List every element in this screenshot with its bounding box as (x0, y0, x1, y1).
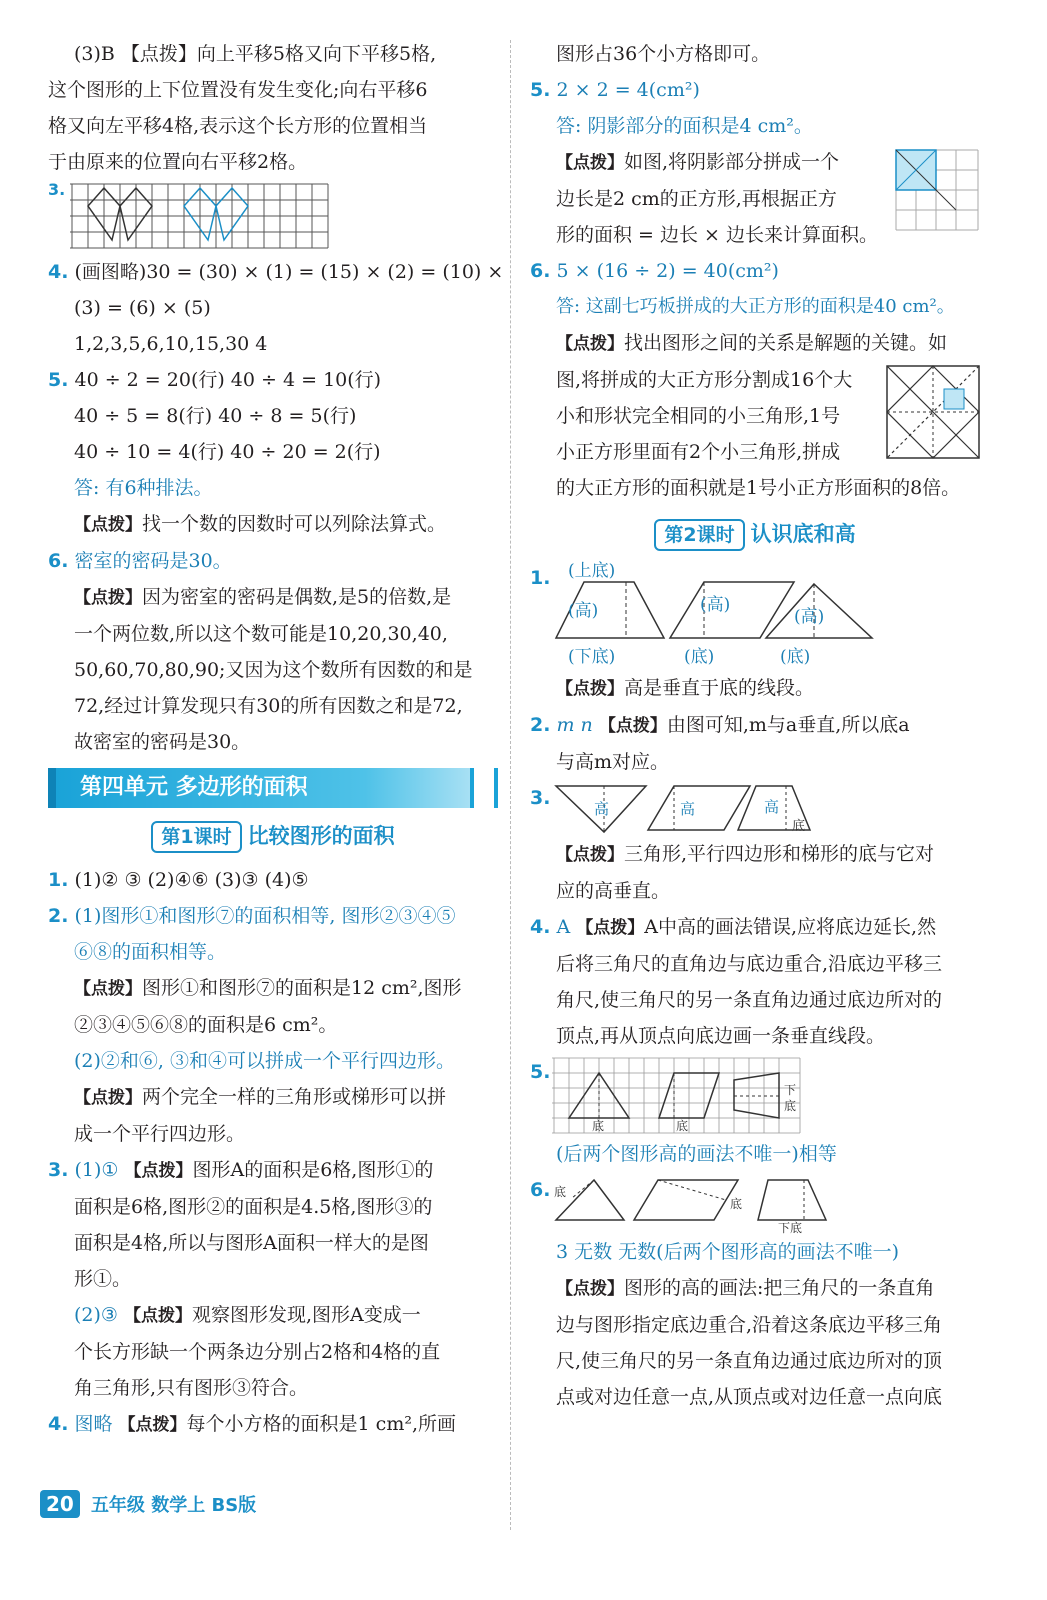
shape-label: 高 (680, 800, 696, 818)
question-number: 4. (530, 916, 551, 938)
tip-line: 点或对边任意一点,从顶点或对边任意一点向底 (556, 1386, 943, 1408)
shapes-heights-row (554, 782, 854, 838)
shapes-bases-figure (554, 1174, 854, 1234)
answer-text: A (556, 916, 577, 938)
shape-label: 下 (784, 1083, 797, 1097)
answer-line: 格又向左平移4格,表示这个长方形的位置相当 (48, 115, 428, 137)
tip-line: 成一个平行四边形。 (74, 1123, 246, 1145)
tip-text: 三角形,平行四边形和梯形的底与它对 (624, 843, 935, 865)
answer-text: 5 × (16 ÷ 2) = 40(cm²) (556, 260, 779, 282)
shape-label: (高) (568, 601, 599, 621)
answer-line (48, 862, 498, 898)
tip-line: 故密室的密码是30。 (74, 731, 251, 753)
tip-label: 【点拨】 (576, 918, 645, 938)
answer-text: (1)图形①和图形⑦的面积相等, 图形②③④⑤ (74, 905, 456, 927)
question-number: 3. (48, 1159, 69, 1181)
tip-line (530, 670, 980, 707)
answer-line: ⑥⑧的面积相等。 (74, 941, 227, 963)
answer-line (530, 707, 980, 744)
shape-label: 底 (784, 1099, 797, 1113)
shape-label: 高 (594, 800, 610, 818)
lesson-tag: 第1课时 (151, 821, 241, 853)
book-title: 五年级 数学上 BS版 (90, 1495, 257, 1516)
lesson-title: 比较图形的面积 (247, 824, 395, 848)
tip-line: 角尺,使三角尺的另一条直角边通过底边所对的 (556, 989, 943, 1011)
lesson-header (530, 516, 980, 552)
tip-label: 【点拨】 (598, 716, 667, 736)
shape-label: 底 (676, 1119, 689, 1133)
answer-line (48, 254, 504, 290)
tip-text: 找一个数的因数时可以列除法算式。 (142, 513, 447, 535)
answer-line: (3)B 【点拨】向上平移5格又向下平移5格, (74, 43, 437, 65)
answer-text: 密室的密码是30。 (74, 550, 232, 572)
tip-line (530, 836, 980, 873)
shape-label: (下底) (568, 647, 616, 667)
tip-line: 应的高垂直。 (556, 880, 671, 902)
tip-label: 【点拨】 (118, 1415, 187, 1435)
shapes-with-heights (554, 560, 974, 670)
tip-label: 【点拨】 (124, 1306, 192, 1326)
answer-text: (1)② ③ (2)④⑥ (3)③ (4)⑤ (74, 869, 309, 891)
answer-line: (后两个图形高的画法不唯一)相等 (556, 1143, 837, 1165)
answer-line (48, 898, 498, 934)
unit-banner (48, 768, 498, 808)
shape-label: 底 (554, 1185, 567, 1199)
tip-text: A中高的画法错误,应将底边延长,然 (644, 916, 937, 938)
answer-line: 答: 有6种排法。 (74, 477, 213, 499)
tip-line: 小和形状完全相同的小三角形,1号 (556, 405, 841, 427)
question-number: 1. (530, 567, 551, 589)
answer-text: 图略 (74, 1413, 119, 1435)
answer-line (530, 253, 980, 289)
tip-line: 50,60,70,80,90;又因为这个数所有因数的和是 (74, 659, 473, 681)
shape-label: (高) (794, 607, 825, 627)
answer-line (48, 362, 498, 398)
shape-label: 底 (792, 819, 806, 834)
shape-label: 底 (730, 1197, 743, 1211)
tip-line (530, 1270, 980, 1307)
tip-line: 顶点,再从顶点向底边画一条垂直线段。 (556, 1025, 886, 1047)
tip-line (48, 579, 498, 616)
tip-line: 尺,使三角尺的另一条直角边通过底边所对的顶 (556, 1350, 943, 1372)
answer-text: m n (556, 714, 599, 736)
shape-label: 下底 (778, 1221, 803, 1234)
tip-label: 【点拨】 (556, 679, 624, 699)
question-number: 6. (48, 550, 69, 572)
tip-text: 两个完全一样的三角形或梯形可以拼 (142, 1086, 447, 1108)
banner-decoration (470, 768, 498, 808)
answer-line (48, 1152, 498, 1189)
tip-line: 一个两位数,所以这个数可能是10,20,30,40, (74, 623, 448, 645)
shape-label: 底 (592, 1119, 605, 1133)
page-footer (40, 1490, 256, 1530)
question-number: 5. (48, 369, 69, 391)
shape-label: (底) (684, 647, 715, 667)
answer-line: 1,2,3,5,6,10,15,30 4 (74, 333, 268, 355)
answer-line (48, 1297, 498, 1334)
page-number: 20 (40, 1490, 80, 1518)
tip-line: 的大正方形的面积就是1号小正方形面积的8倍。 (556, 477, 961, 499)
question-number: 6. (530, 260, 551, 282)
tip-text: 每个小方格的面积是1 cm²,所画 (186, 1413, 456, 1435)
answer-line (530, 909, 980, 946)
question-number: 4. (48, 261, 69, 283)
shape-label: 高 (764, 798, 780, 816)
answer-line: (3) = (6) × (5) (74, 297, 211, 319)
question-number: 3. (530, 787, 551, 809)
b5-figure (530, 1054, 980, 1136)
r6-tip-block (530, 325, 980, 506)
tip-line: 72,经过计算发现只有30的所有因数之和是72, (74, 695, 463, 717)
answer-line: 于由原来的位置向右平移2格。 (48, 151, 308, 173)
tip-line: 面积是4格,所以与图形A面积一样大的是图 (74, 1232, 429, 1254)
question-number: 5. (530, 1061, 551, 1083)
tip-label: 【点拨】 (74, 588, 142, 608)
tangram-figure (884, 363, 982, 461)
question-number: 5. (530, 79, 551, 101)
tip-line: 形的面积 = 边长 × 边长来计算面积。 (556, 224, 878, 246)
tip-label: 【点拨】 (556, 845, 624, 865)
tip-line: 与高m对应。 (556, 751, 670, 773)
tip-line: 图,将拼成的大正方形分割成16个大 (556, 369, 853, 391)
answer-line (48, 543, 498, 579)
answer-line: 答: 这副七巧板拼成的大正方形的面积是40 cm²。 (556, 296, 955, 317)
question-number: 2. (530, 714, 551, 736)
lesson-header (48, 818, 498, 854)
tip-line: 边长是2 cm的正方形,再根据正方 (556, 188, 837, 210)
shape-label: (上底) (568, 561, 616, 581)
tip-text: 高是垂直于底的线段。 (624, 677, 815, 699)
answer-line: 答: 阴影部分的面积是4 cm²。 (556, 115, 813, 137)
tip-label: 【点拨】 (74, 979, 142, 999)
grid-shapes-figure (552, 1056, 802, 1136)
answer-line: 40 ÷ 10 = 4(行) 40 ÷ 20 = 2(行) (74, 441, 381, 463)
unit-title: 第四单元 多边形的面积 (80, 775, 308, 800)
tip-label: 【点拨】 (74, 515, 142, 535)
left-column (48, 36, 504, 1443)
answer-line: 3 无数 无数(后两个图形高的画法不唯一) (556, 1241, 899, 1263)
tip-label: 【点拨】 (74, 1088, 142, 1108)
answer-line: (2)②和⑥, ③和④可以拼成一个平行四边形。 (74, 1050, 455, 1072)
tip-line: ②③④⑤⑥⑧的面积是6 cm²。 (74, 1014, 338, 1036)
tip-line (48, 970, 498, 1007)
tip-label: 【点拨】 (124, 1161, 193, 1181)
question-number: 1. (48, 869, 69, 891)
b3-figure (530, 780, 980, 836)
answer-line (48, 1406, 498, 1443)
answer-text: 2 × 2 = 4(cm²) (556, 79, 700, 101)
answer-text: (2)③ (74, 1304, 124, 1326)
shape-label: (高) (700, 595, 731, 615)
answer-text: 40 ÷ 2 = 20(行) 40 ÷ 4 = 10(行) (74, 369, 382, 391)
right-column (530, 36, 980, 1415)
shape-label: (底) (780, 647, 811, 667)
answer-line: 图形占36个小方格即可。 (556, 43, 771, 65)
tip-line (530, 325, 980, 362)
tip-text: 观察图形发现,图形A变成一 (192, 1304, 421, 1326)
tip-label: 【点拨】 (556, 153, 624, 173)
tip-line: 面积是6格,图形②的面积是4.5格,图形③的 (74, 1196, 433, 1218)
question-number: 4. (48, 1413, 69, 1435)
grid-kite-figure (70, 180, 330, 252)
tip-line (48, 1079, 498, 1116)
shaded-square-figure (894, 148, 980, 234)
answer-line (530, 72, 980, 108)
tip-line: 小正方形里面有2个小三角形,拼成 (556, 441, 841, 463)
tip-line (48, 506, 498, 543)
lesson-title: 认识底和高 (750, 522, 856, 546)
b1-figure (530, 560, 980, 670)
tip-text: 图形的高的画法:把三角尺的一条直角 (624, 1277, 935, 1299)
answer-line: 这个图形的上下位置没有发生变化;向右平移6 (48, 79, 428, 101)
tip-text: 如图,将阴影部分拼成一个 (624, 151, 840, 173)
tip-text: 找出图形之间的关系是解题的关键。如 (624, 332, 948, 354)
tip-text: 由图可知,m与a垂直,所以底a (666, 714, 910, 736)
tip-line: 后将三角尺的直角边与底边重合,沿底边平移三 (556, 953, 943, 975)
b6-figure (530, 1172, 980, 1234)
tip-line: 形①。 (74, 1268, 132, 1290)
question-number: 2. (48, 905, 69, 927)
question-number: 3. (48, 180, 66, 199)
tip-line: 边与图形指定底边重合,沿着这条底边平移三角 (556, 1314, 943, 1336)
tip-label: 【点拨】 (556, 1279, 624, 1299)
answer-text: (画图略)30 = (30) × (1) = (15) × (2) = (10) × (74, 261, 504, 283)
question-number: 6. (530, 1179, 551, 1201)
answer-line: 40 ÷ 5 = 8(行) 40 ÷ 8 = 5(行) (74, 405, 357, 427)
tip-text: 图形①和图形⑦的面积是12 cm²,图形 (142, 977, 462, 999)
tip-line: 角三角形,只有图形③符合。 (74, 1377, 309, 1399)
tip-label: 【点拨】 (556, 334, 624, 354)
q3-figure (48, 180, 498, 254)
lesson-tag: 第2课时 (654, 519, 744, 551)
tip-line: 个长方形缺一个两条边分别占2格和4格的直 (74, 1341, 441, 1363)
tip-text: 图形A的面积是6格,图形①的 (192, 1159, 434, 1181)
answer-text: (1)① (74, 1159, 125, 1181)
r5-tip-block (530, 144, 980, 253)
tip-text: 因为密室的密码是偶数,是5的倍数,是 (142, 586, 452, 608)
column-divider (510, 40, 511, 1530)
